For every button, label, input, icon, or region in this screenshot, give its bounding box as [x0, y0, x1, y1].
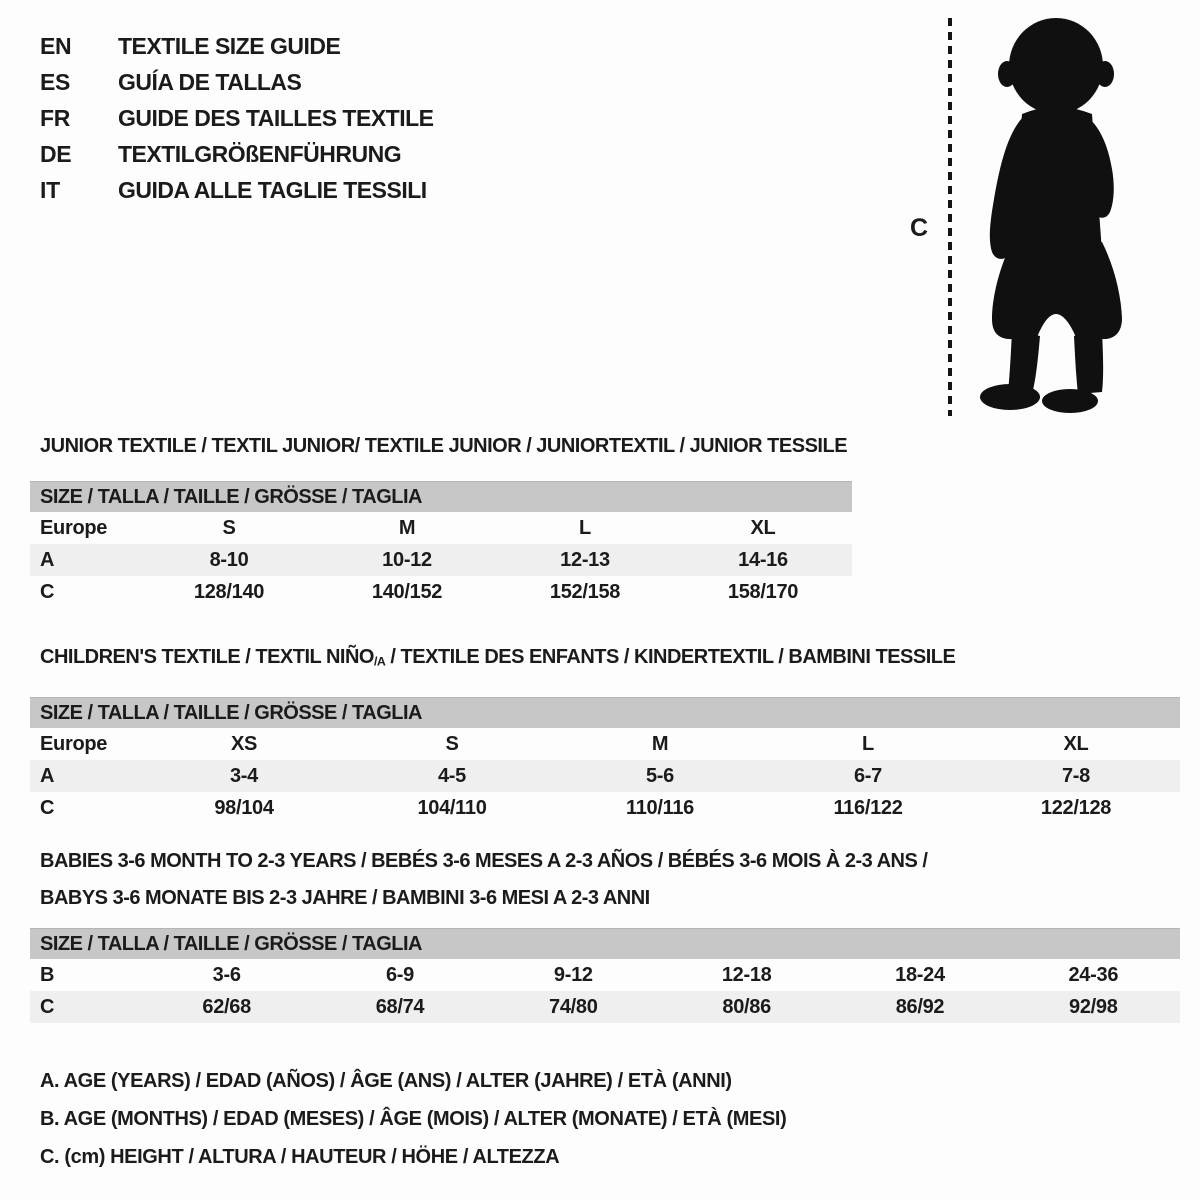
size-cell: L — [579, 517, 591, 539]
row-label: C — [40, 581, 55, 603]
height-cell: 110/116 — [626, 796, 694, 819]
table-row-height — [30, 991, 1180, 1023]
guide-title: TEXTILGRÖßENFÜHRUNG — [118, 141, 402, 167]
language-row — [40, 28, 434, 64]
size-cell: XL — [1063, 732, 1089, 755]
language-code: FR — [40, 105, 71, 131]
age-cell: 8-10 — [209, 549, 249, 571]
table-row-age — [30, 760, 1180, 792]
language-guide — [40, 28, 434, 208]
size-cell: L — [862, 732, 874, 755]
title-text: CHILDREN'S TEXTILE / TEXTIL NIÑO — [40, 646, 374, 668]
size-cell: M — [651, 732, 669, 755]
height-cell: 104/110 — [417, 796, 487, 819]
age-cell: 10-12 — [382, 549, 432, 571]
height-cell: 80/86 — [722, 996, 771, 1018]
height-cell: 122/128 — [1040, 796, 1112, 819]
babies-size-table — [30, 928, 1180, 1023]
height-cell: 128/140 — [193, 581, 265, 603]
measure-label-c: C — [910, 214, 928, 242]
row-label: C — [40, 996, 55, 1018]
toddler-silhouette-icon — [960, 14, 1140, 416]
language-row — [40, 172, 434, 208]
row-label: B — [40, 964, 55, 986]
age-cell: 6-7 — [853, 764, 882, 787]
childrens-section-title — [30, 645, 1180, 674]
row-label: A — [40, 549, 55, 571]
size-cell: XS — [230, 732, 258, 755]
measurement-legend — [40, 1062, 786, 1176]
height-cell: 92/98 — [1069, 996, 1118, 1018]
height-cell: 98/104 — [214, 796, 274, 819]
height-cell: 74/80 — [549, 996, 598, 1018]
months-cell: 18-24 — [895, 964, 945, 986]
language-code: EN — [40, 33, 72, 59]
babies-section-title-line1: BABIES 3-6 MONTH TO 2-3 YEARS / BEBÉS 3-6 MESES A 2-3 AÑOS / BÉBÉS 3-6 MOIS À 2-3 ANS / — [40, 850, 928, 872]
row-label: C — [40, 796, 55, 819]
size-cell: M — [398, 517, 416, 539]
age-cell: 3-4 — [229, 764, 258, 787]
months-cell: 3-6 — [212, 964, 241, 986]
childrens-textile-section — [30, 645, 1180, 824]
size-cell: S — [445, 732, 459, 755]
height-dashed-line — [948, 18, 952, 416]
table-row-months — [30, 959, 1180, 991]
junior-size-table — [30, 481, 852, 608]
height-cell: 158/170 — [727, 581, 799, 603]
size-table-header: SIZE / TALLA / TAILLE / GRÖSSE / TAGLIA — [30, 928, 1180, 959]
language-code: ES — [40, 69, 71, 95]
height-cell: 86/92 — [895, 996, 945, 1018]
language-row — [40, 100, 434, 136]
height-cell: 68/74 — [375, 996, 425, 1018]
legend-line-b: B. AGE (MONTHS) / EDAD (MESES) / ÂGE (MOIS) / ALTER (MONATE) / ETÀ (MESI) — [40, 1108, 787, 1130]
size-table-header: SIZE / TALLA / TAILLE / GRÖSSE / TAGLIA — [30, 481, 852, 512]
age-cell: 14-16 — [738, 549, 788, 571]
table-row-europe — [30, 728, 1180, 760]
childrens-size-table — [30, 697, 1180, 824]
title-text: / TEXTILE DES ENFANTS / KINDERTEXTIL / BAMBINI TESSILE — [385, 646, 956, 668]
guide-title: TEXTILE SIZE GUIDE — [118, 33, 341, 59]
guide-title: GUIDE DES TAILLES TEXTILE — [118, 105, 434, 131]
age-cell: 7-8 — [1061, 764, 1090, 787]
height-cell: 116/122 — [833, 796, 903, 819]
junior-textile-section — [30, 434, 852, 608]
table-row-height — [30, 792, 1180, 824]
height-cell: 140/152 — [371, 581, 443, 603]
table-row-height — [30, 576, 852, 608]
row-label: Europe — [40, 517, 108, 539]
title-subscript: /A — [373, 654, 386, 669]
months-cell: 9-12 — [553, 964, 593, 986]
row-label: A — [40, 764, 55, 787]
size-table-header: SIZE / TALLA / TAILLE / GRÖSSE / TAGLIA — [30, 697, 1180, 728]
table-row-europe — [30, 512, 852, 544]
row-label: Europe — [40, 732, 108, 755]
age-cell: 4-5 — [437, 764, 466, 787]
size-cell: XL — [750, 517, 776, 539]
language-row — [40, 64, 434, 100]
months-cell: 24-36 — [1068, 964, 1119, 986]
language-code: DE — [40, 141, 72, 167]
height-cell: 62/68 — [202, 996, 251, 1018]
junior-section-title: JUNIOR TEXTILE / TEXTIL JUNIOR/ TEXTILE JUNIOR / JUNIORTEXTIL / JUNIOR TESSILE — [40, 435, 848, 457]
age-cell: 5-6 — [645, 764, 674, 787]
table-row-age — [30, 544, 852, 576]
guide-title: GUÍA DE TALLAS — [118, 69, 302, 95]
size-cell: S — [222, 517, 236, 539]
legend-line-a: A. AGE (YEARS) / EDAD (AÑOS) / ÂGE (ANS) / ALTER (JAHRE) / ETÀ (ANNI) — [40, 1070, 732, 1092]
babies-section-title-line2: BABYS 3-6 MONATE BIS 2-3 JAHRE / BAMBINI 3-6 MESI A 2-3 ANNI — [40, 887, 650, 909]
babies-textile-section — [30, 849, 1180, 1023]
guide-title: GUIDA ALLE TAGLIE TESSILI — [118, 177, 427, 203]
legend-line-c: C. (cm) HEIGHT / ALTURA / HAUTEUR / HÖHE / ALTEZZA — [40, 1146, 560, 1168]
language-code: IT — [40, 177, 60, 203]
months-cell: 12-18 — [721, 964, 772, 986]
months-cell: 6-9 — [385, 964, 414, 986]
language-row — [40, 136, 434, 172]
height-cell: 152/158 — [549, 581, 621, 603]
age-cell: 12-13 — [560, 549, 610, 571]
